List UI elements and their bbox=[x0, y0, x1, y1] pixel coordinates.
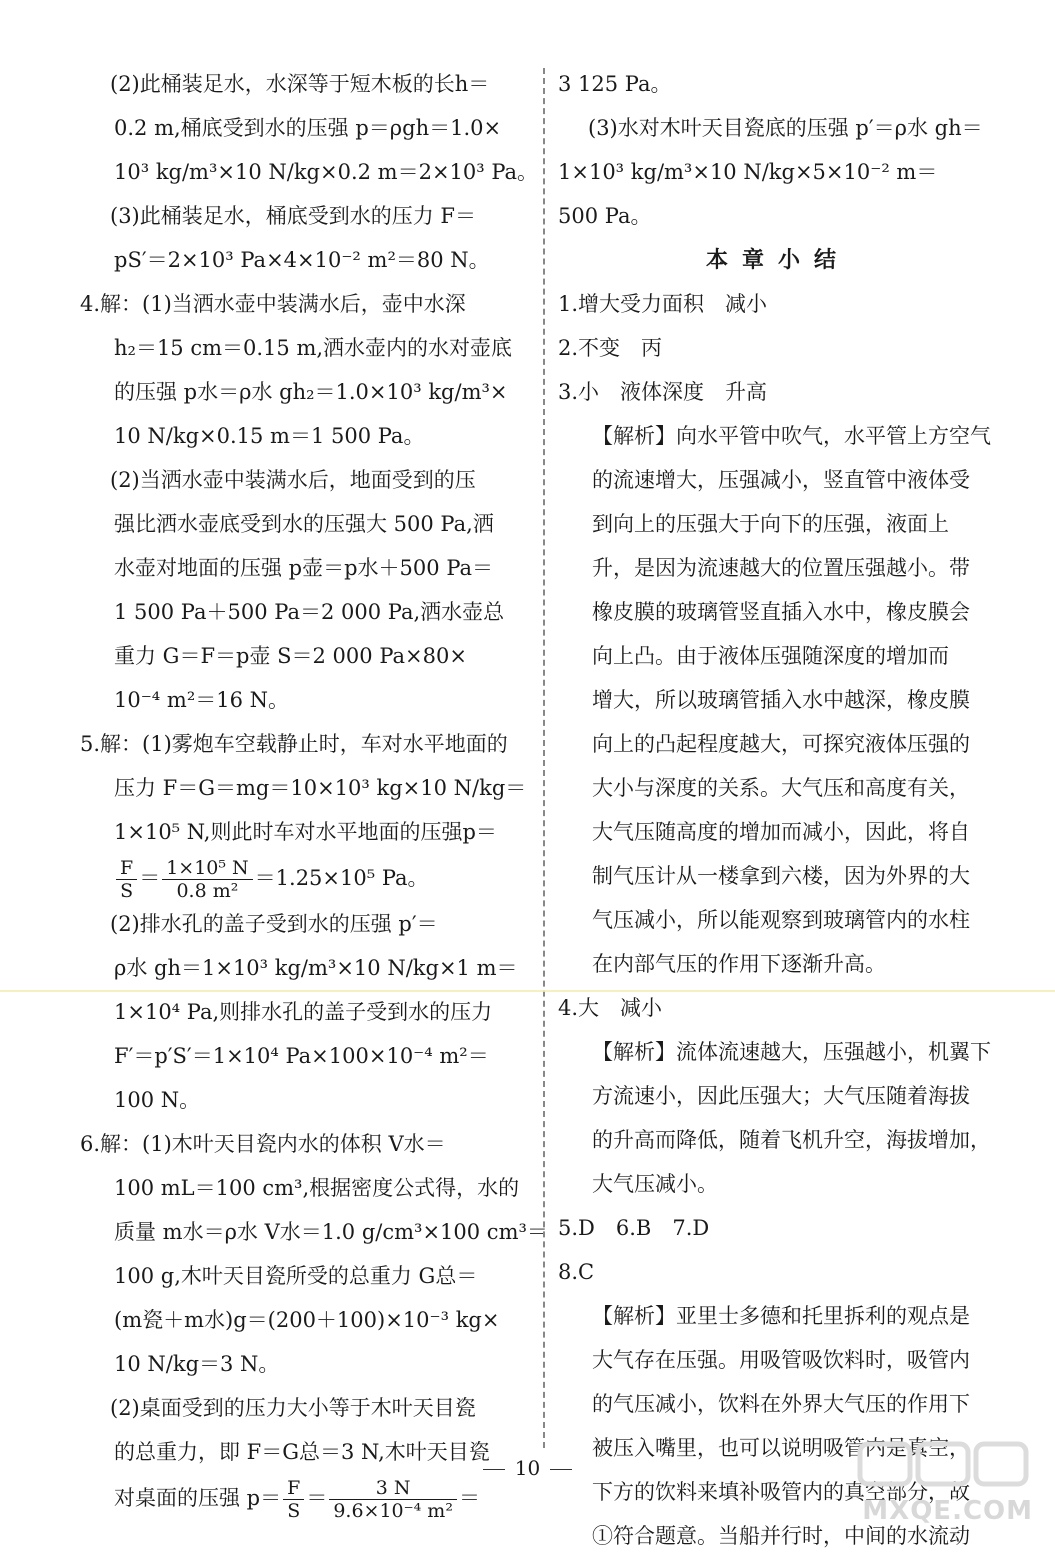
fraction-values: $\frac{3 N}{\text{9.6×10⁻⁴ m²}}$ bbox=[329, 1477, 457, 1522]
text-line: 橡皮膜的玻璃管竖直插入水中，橡皮膜会 bbox=[592, 600, 970, 624]
text-line: 在内部气压的作用下逐渐升高。 bbox=[592, 952, 886, 976]
left-solutions-part-b bbox=[80, 902, 548, 1474]
text-line: 气压减小，所以能观察到玻璃管内的水柱 bbox=[592, 908, 970, 932]
text-line: (2)桌面受到的压力大小等于木叶天目瓷 bbox=[110, 1396, 476, 1420]
text-line: 100 g,木叶天目瓷所受的总重力 G总＝ bbox=[114, 1264, 478, 1288]
right-solutions-continued bbox=[558, 62, 998, 238]
text-line: 的气压减小，饮料在外界大气压的作用下 bbox=[592, 1392, 970, 1416]
text-line: (2)排水孔的盖子受到水的压强 p′＝ bbox=[110, 912, 438, 936]
text-line: 1 500 Pa＋500 Pa＝2 000 Pa,洒水壶总 bbox=[114, 600, 505, 624]
text-line: 5.D 6.B 7.D bbox=[558, 1216, 710, 1240]
chapter-summary-answers bbox=[558, 282, 998, 1558]
text-line: 3.小 液体深度 升高 bbox=[558, 380, 768, 404]
text-line: 1×10⁴ Pa,则排水孔的盖子受到水的压力 bbox=[114, 1000, 493, 1024]
text-line: 10⁻⁴ m²＝16 N。 bbox=[114, 688, 290, 712]
text-line: ρ水 gh＝1×10³ kg/m³×10 N/kg×1 m＝ bbox=[114, 956, 518, 980]
section-title: 本章小结 bbox=[705, 247, 850, 273]
text-line: 4.大 减小 bbox=[558, 996, 663, 1020]
text-line: 10³ kg/m³×10 N/kg×0.2 m＝2×10³ Pa。 bbox=[114, 160, 539, 184]
formula-fraction-pressure-table: 对桌面的压强 p＝ $\frac{F}{S}$ ＝ $\frac{3 N}{\text{9.6×10⁻⁴ m²}}$ ＝ bbox=[114, 1477, 480, 1522]
text-line: 大气存在压强。用吸管吸饮料时，吸管内 bbox=[592, 1348, 970, 1372]
column-divider bbox=[543, 68, 545, 1448]
text-line: 的升高而降低，随着飞机升空，海拔增加， bbox=[592, 1128, 991, 1152]
text-line: (3)水对木叶天目瓷底的压强 p′＝ρ水 gh＝ bbox=[588, 116, 983, 140]
right-column bbox=[558, 62, 998, 1558]
text-line: 0.2 m,桶底受到水的压强 p＝ρgh＝1.0× bbox=[114, 116, 502, 140]
text-line: 1.增大受力面积 减小 bbox=[558, 292, 768, 316]
text-line: 1×10⁵ N,则此时车对水平地面的压强p＝ bbox=[114, 820, 497, 844]
page-number: 10 bbox=[0, 1455, 1055, 1481]
text-line: 强比洒水壶底受到水的压强大 500 Pa,洒 bbox=[114, 512, 494, 536]
text-line: 1×10³ kg/m³×10 N/kg×5×10⁻² m＝ bbox=[558, 160, 938, 184]
text-line: 下方的饮料来填补吸管内的真空部分，故 bbox=[592, 1480, 970, 1504]
scan-artifact-line bbox=[0, 990, 1055, 992]
text-line: (2)当洒水壶中装满水后，地面受到的压 bbox=[110, 468, 476, 492]
text-line: 的压强 p水＝ρ水 gh₂＝1.0×10³ kg/m³× bbox=[114, 380, 508, 404]
text-line: 质量 m水＝ρ水 V水＝1.0 g/cm³×100 cm³＝ bbox=[114, 1220, 548, 1244]
text-line: 被压入嘴里，也可以说明吸管内是真空， bbox=[592, 1436, 970, 1460]
text-line: h₂＝15 cm＝0.15 m,洒水壶内的水对壶底 bbox=[114, 336, 513, 360]
text-line: (2)此桶装足水，水深等于短木板的长h＝ bbox=[110, 72, 490, 96]
text-line: 压力 F＝G＝mg＝10×10³ kg×10 N/kg＝ bbox=[114, 776, 527, 800]
text-line: 4.解：(1)当洒水壶中装满水后，壶中水深 bbox=[80, 292, 466, 316]
fraction-f-over-s: $\frac{F}{S}$ bbox=[116, 857, 137, 902]
fraction-values: $\frac{\text{1×10⁵ N}}{\text{0.8 m²}}$ bbox=[162, 857, 252, 902]
text-line: 向上凸。由于液体压强随深度的增加而 bbox=[592, 644, 949, 668]
text-line: (3)此桶装足水，桶底受到水的压力 F＝ bbox=[110, 204, 476, 228]
text-line: 到向上的压强大于向下的压强，液面上 bbox=[592, 512, 949, 536]
fraction-f-over-s: $\frac{F}{S}$ bbox=[283, 1477, 304, 1522]
formula-fraction-pressure-truck: $\frac{F}{S}$ ＝ $\frac{\text{1×10⁵ N}}{\text{0.8 m²}}$ ＝1.25×10⁵ Pa。 bbox=[80, 854, 530, 902]
text-line: 大气压减小。 bbox=[592, 1172, 718, 1196]
text-line: F′＝p′S′＝1×10⁴ Pa×100×10⁻⁴ m²＝ bbox=[114, 1044, 489, 1068]
text-line: 500 Pa。 bbox=[558, 204, 652, 228]
text-line: 100 mL＝100 cm³,根据密度公式得，水的 bbox=[114, 1176, 520, 1200]
text-line: 100 N。 bbox=[114, 1088, 201, 1112]
text-line: 大气压随高度的增加而减小，因此，将自 bbox=[592, 820, 970, 844]
left-solutions-part-a bbox=[80, 62, 539, 854]
text-line: 10 N/kg×0.15 m＝1 500 Pa。 bbox=[114, 424, 425, 448]
left-column bbox=[80, 62, 548, 1522]
text-line: 大小与深度的关系。大气压和高度有关， bbox=[592, 776, 970, 800]
text-line: 3 125 Pa。 bbox=[558, 72, 672, 96]
text-line: (m瓷＋m水)g＝(200＋100)×10⁻³ kg× bbox=[114, 1308, 500, 1332]
text-line: 【解析】向水平管中吹气，水平管上方空气 bbox=[592, 424, 991, 448]
text-line: 【解析】亚里士多德和托里拆利的观点是 bbox=[592, 1304, 970, 1328]
text-line: 2.不变 丙 bbox=[558, 336, 663, 360]
text-line: 5.解：(1)雾炮车空载静止时，车对水平地面的 bbox=[80, 732, 508, 756]
text-line: 的流速增大，压强减小，竖直管中液体受 bbox=[592, 468, 970, 492]
text-line: 【解析】流体流速越大，压强越小，机翼下 bbox=[592, 1040, 991, 1064]
text-line: pS′＝2×10³ Pa×4×10⁻² m²＝80 N。 bbox=[114, 248, 490, 272]
text-line: 重力 G＝F＝p壶 S＝2 000 Pa×80× bbox=[114, 644, 467, 668]
text-line: 8.C bbox=[558, 1260, 595, 1284]
text-line: 的总重力，即 F＝G总＝3 N,木叶天目瓷 bbox=[114, 1440, 490, 1464]
text-line: 增大，所以玻璃管插入水中越深，橡皮膜 bbox=[592, 688, 970, 712]
text-line: 10 N/kg＝3 N。 bbox=[114, 1352, 280, 1376]
text-line: 水壶对地面的压强 p壶＝p水＋500 Pa＝ bbox=[114, 556, 494, 580]
text-line: 制气压计从一楼拿到六楼，因为外界的大 bbox=[592, 864, 970, 888]
text-line: ①符合题意。当船并行时，中间的水流动 bbox=[592, 1524, 970, 1548]
text-line: 升，是因为流速越大的位置压强越小。带 bbox=[592, 556, 970, 580]
text-line: 向上的凸起程度越大，可探究液体压强的 bbox=[592, 732, 970, 756]
text-line: 6.解：(1)木叶天目瓷内水的体积 V水＝ bbox=[80, 1132, 446, 1156]
text-line: 方流速小，因此压强大；大气压随着海拔 bbox=[592, 1084, 970, 1108]
watermark-text: MXQE.COM bbox=[862, 1496, 1033, 1526]
